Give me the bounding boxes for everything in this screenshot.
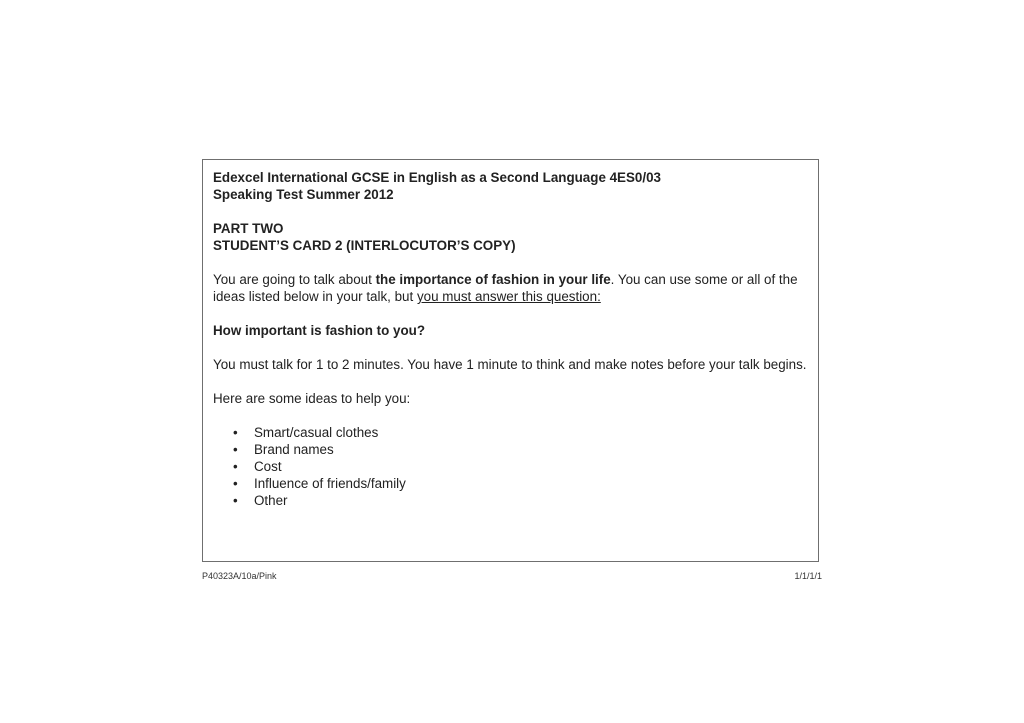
ideas-list	[213, 424, 808, 509]
discussion-question: How important is fashion to you?	[213, 323, 426, 338]
idea-text: Other	[254, 493, 288, 508]
exam-title: Edexcel International GCSE in English as a Second Language 4ES0/03	[213, 170, 661, 185]
idea-text: Cost	[254, 459, 282, 474]
idea-text: Smart/casual clothes	[254, 425, 379, 440]
bullet-icon: •	[233, 425, 238, 440]
list-item	[233, 424, 808, 441]
document-reference: 1/1/1/1	[794, 571, 822, 581]
spacer	[213, 254, 808, 271]
card-heading: STUDENT’S CARD 2 (INTERLOCUTOR’S COPY)	[213, 238, 516, 253]
idea-text: Brand names	[254, 442, 334, 457]
list-item	[233, 441, 808, 458]
bullet-icon: •	[233, 476, 238, 491]
spacer	[213, 305, 808, 322]
student-card	[202, 159, 819, 562]
bullet-icon: •	[233, 493, 238, 508]
intro-topic: the importance of fashion in your life	[375, 272, 611, 287]
spacer	[213, 373, 808, 390]
spacer	[213, 407, 808, 424]
bullet-icon: •	[233, 459, 238, 474]
spacer	[213, 339, 808, 356]
ideas-heading: Here are some ideas to help you:	[213, 391, 411, 406]
intro-paragraph	[213, 271, 808, 305]
exam-session: Speaking Test Summer 2012	[213, 187, 394, 202]
bullet-icon: •	[233, 442, 238, 457]
part-heading: PART TWO	[213, 221, 284, 236]
intro-text-after: . You can use some or all of the ideas listed below in your talk, but	[213, 272, 798, 304]
intro-instruction: you must answer this question:	[416, 289, 601, 304]
spacer	[213, 203, 808, 220]
list-item	[233, 458, 808, 475]
intro-text-before: You are going to talk about	[213, 272, 376, 287]
document-code: P40323A/10a/Pink	[202, 571, 277, 581]
list-item	[233, 492, 808, 509]
timing-instruction: You must talk for 1 to 2 minutes. You have 1 minute to think and make notes before your talk begins.	[213, 357, 807, 372]
list-item	[233, 475, 808, 492]
idea-text: Influence of friends/family	[254, 476, 406, 491]
